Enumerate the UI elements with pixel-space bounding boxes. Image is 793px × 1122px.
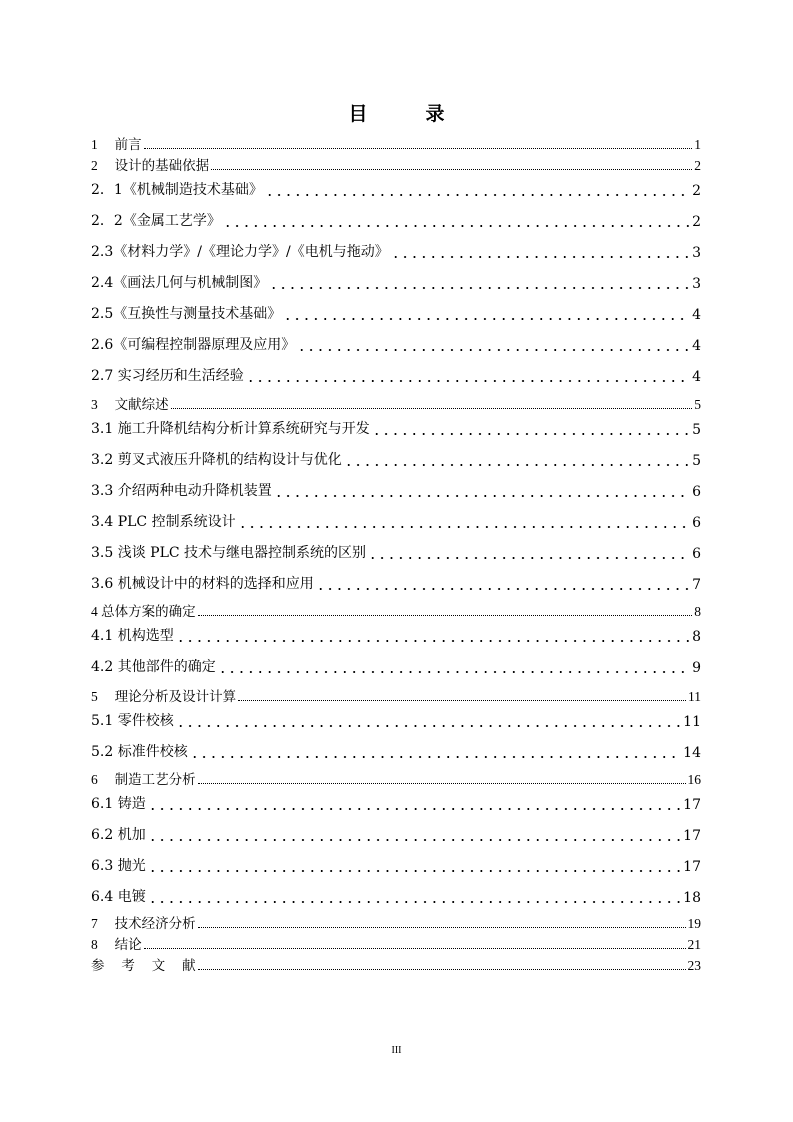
toc-entry-page: 21 bbox=[687, 937, 701, 952]
toc-entry-label: 2.3《材料力学》/《理论力学》/《电机与拖动》 bbox=[91, 244, 389, 260]
toc-dot-leader bbox=[211, 169, 692, 170]
toc-dot-leader bbox=[372, 421, 690, 435]
toc-dot-leader bbox=[148, 889, 681, 903]
toc-dot-leader bbox=[190, 744, 681, 758]
toc-entry-label: 6.1 铸造 bbox=[91, 796, 146, 812]
toc-dot-leader bbox=[148, 827, 681, 841]
toc-dot-leader bbox=[344, 452, 690, 466]
toc-entry-page: 4 bbox=[692, 369, 701, 385]
toc-entry[interactable] bbox=[91, 480, 701, 500]
toc-entry[interactable] bbox=[91, 179, 701, 199]
toc-entry-page: 11 bbox=[688, 689, 701, 704]
toc-entry-label: 2.4《画法几何与机械制图》 bbox=[91, 275, 268, 291]
toc-entry[interactable] bbox=[91, 133, 701, 153]
toc-entry-page: 9 bbox=[692, 660, 701, 676]
toc-entry-label: 2 设计的基础依据 bbox=[91, 158, 210, 173]
toc-entry-page: 5 bbox=[694, 397, 701, 412]
page-number: III bbox=[391, 1045, 402, 1056]
toc-entry[interactable] bbox=[91, 886, 701, 906]
toc-entry-label: 5 理论分析及设计计算 bbox=[91, 689, 237, 704]
toc-entry-page: 6 bbox=[692, 546, 701, 562]
toc-entry-page: 4 bbox=[692, 338, 701, 354]
toc-dot-leader bbox=[176, 713, 681, 727]
toc-entry-page: 6 bbox=[692, 484, 701, 500]
toc-dot-leader bbox=[198, 783, 686, 784]
toc-entry-label: 6 制造工艺分析 bbox=[91, 772, 196, 787]
toc-entry-label: 2.5《互换性与测量技术基础》 bbox=[91, 306, 282, 322]
title-char-2: 录 bbox=[425, 103, 445, 125]
toc-entry-page: 5 bbox=[692, 422, 701, 438]
toc-entry-page: 3 bbox=[692, 245, 701, 261]
toc-dot-leader bbox=[148, 796, 681, 810]
toc-dot-leader bbox=[316, 576, 690, 590]
toc-entry-label: 8 结论 bbox=[91, 937, 142, 952]
toc-entry-label: 4.1 机构选型 bbox=[91, 628, 174, 644]
toc-entry[interactable] bbox=[91, 768, 701, 788]
toc-entry-label: 6.2 机加 bbox=[91, 827, 146, 843]
toc-entry[interactable] bbox=[91, 241, 701, 261]
toc-entry[interactable] bbox=[91, 793, 701, 813]
toc-entry[interactable] bbox=[91, 365, 701, 385]
toc-entry-label: 3.4 PLC 控制系统设计 bbox=[91, 514, 236, 530]
toc-entry-page: 5 bbox=[692, 453, 701, 469]
toc-dot-leader bbox=[198, 615, 693, 616]
toc-entry-label: 参 考 文 献 bbox=[91, 958, 196, 973]
toc-entry[interactable] bbox=[91, 954, 701, 974]
toc-dot-leader bbox=[218, 659, 690, 673]
page-title bbox=[0, 99, 793, 126]
toc-dot-leader bbox=[274, 483, 690, 497]
toc-entry-label: 2.7 实习经历和生活经验 bbox=[91, 368, 244, 384]
toc-entry[interactable] bbox=[91, 656, 701, 676]
toc-entry-label: 3.5 浅谈 PLC 技术与继电器控制系统的区别 bbox=[91, 545, 367, 561]
toc-dot-leader bbox=[246, 368, 690, 382]
toc-entry[interactable] bbox=[91, 710, 701, 730]
toc-entry-page: 14 bbox=[683, 745, 701, 761]
toc-entry-label: 2．1《机械制造技术基础》 bbox=[91, 182, 263, 198]
toc-entry-page: 18 bbox=[683, 890, 701, 906]
toc-entry[interactable] bbox=[91, 393, 701, 413]
toc-entry-page: 19 bbox=[687, 916, 701, 931]
toc-entry[interactable] bbox=[91, 542, 701, 562]
toc-entry[interactable] bbox=[91, 685, 701, 705]
toc-dot-leader bbox=[176, 628, 690, 642]
toc-entry-label: 6.3 抛光 bbox=[91, 858, 146, 874]
toc-dot-leader bbox=[391, 244, 690, 258]
toc-entry[interactable] bbox=[91, 912, 701, 932]
toc-entry-page: 17 bbox=[683, 859, 701, 875]
toc-entry-label: 3 文献综述 bbox=[91, 397, 169, 412]
toc-entry-label: 2．2《金属工艺学》 bbox=[91, 213, 221, 229]
toc-entry-page: 3 bbox=[692, 276, 701, 292]
toc-dot-leader bbox=[198, 969, 686, 970]
toc-entry-label: 7 技术经济分析 bbox=[91, 916, 196, 931]
toc-entry[interactable] bbox=[91, 741, 701, 761]
toc-dot-leader bbox=[265, 182, 690, 196]
toc-dot-leader bbox=[171, 408, 693, 409]
toc-entry[interactable] bbox=[91, 303, 701, 323]
toc-entry-page: 8 bbox=[692, 629, 701, 645]
toc-entry[interactable] bbox=[91, 511, 701, 531]
toc-dot-leader bbox=[297, 337, 690, 351]
toc-entry[interactable] bbox=[91, 855, 701, 875]
toc-entry-label: 3.1 施工升降机结构分析计算系统研究与开发 bbox=[91, 421, 370, 437]
toc-dot-leader bbox=[269, 275, 690, 289]
toc-entry-label: 3.6 机械设计中的材料的选择和应用 bbox=[91, 576, 314, 592]
toc-entry-page: 11 bbox=[683, 714, 701, 730]
toc-dot-leader bbox=[148, 858, 681, 872]
toc-dot-leader bbox=[238, 700, 686, 701]
toc-entry-label: 6.4 电镀 bbox=[91, 889, 146, 905]
toc-entry[interactable] bbox=[91, 933, 701, 953]
toc-entry[interactable] bbox=[91, 824, 701, 844]
title-char-1: 目 bbox=[348, 103, 368, 125]
toc-entry[interactable] bbox=[91, 334, 701, 354]
toc-dot-leader bbox=[368, 545, 690, 559]
toc-entry[interactable] bbox=[91, 210, 701, 230]
toc-dot-leader bbox=[144, 148, 693, 149]
toc-entry-page: 17 bbox=[683, 828, 701, 844]
toc-entry[interactable] bbox=[91, 600, 701, 620]
toc-entry-page: 2 bbox=[692, 214, 701, 230]
toc-dot-leader bbox=[238, 514, 690, 528]
toc-entry-label: 5.2 标准件校核 bbox=[91, 744, 188, 760]
toc-entry[interactable] bbox=[91, 573, 701, 593]
toc-entry-page: 23 bbox=[687, 958, 701, 973]
toc-dot-leader bbox=[223, 213, 690, 227]
toc-entry[interactable] bbox=[91, 449, 701, 469]
toc-entry[interactable] bbox=[91, 625, 701, 645]
toc-entry-page: 17 bbox=[683, 797, 701, 813]
toc-entry-label: 1 前言 bbox=[91, 137, 142, 152]
toc-entry-page: 1 bbox=[694, 137, 701, 152]
toc-entry-label: 4.2 其他部件的确定 bbox=[91, 659, 216, 675]
toc-entry[interactable] bbox=[91, 154, 701, 174]
toc-entry-page: 16 bbox=[687, 772, 701, 787]
toc-entry-label: 4 总体方案的确定 bbox=[91, 604, 196, 619]
toc-entry-label: 5.1 零件校核 bbox=[91, 713, 174, 729]
toc-dot-leader bbox=[283, 306, 690, 320]
toc-entry-label: 2.6《可编程控制器原理及应用》 bbox=[91, 337, 296, 353]
toc-entry-label: 3.3 介绍两种电动升降机装置 bbox=[91, 483, 272, 499]
toc-entry-page: 8 bbox=[694, 604, 701, 619]
toc-entry-label: 3.2 剪叉式液压升降机的结构设计与优化 bbox=[91, 452, 342, 468]
toc-entry[interactable] bbox=[91, 272, 701, 292]
toc-entry[interactable] bbox=[91, 418, 701, 438]
toc-entry-page: 2 bbox=[692, 183, 701, 199]
toc-entry-page: 2 bbox=[694, 158, 701, 173]
toc-entry-page: 6 bbox=[692, 515, 701, 531]
toc-entry-page: 7 bbox=[692, 577, 701, 593]
toc-entry-page: 4 bbox=[692, 307, 701, 323]
toc-dot-leader bbox=[144, 948, 686, 949]
toc-dot-leader bbox=[198, 927, 686, 928]
